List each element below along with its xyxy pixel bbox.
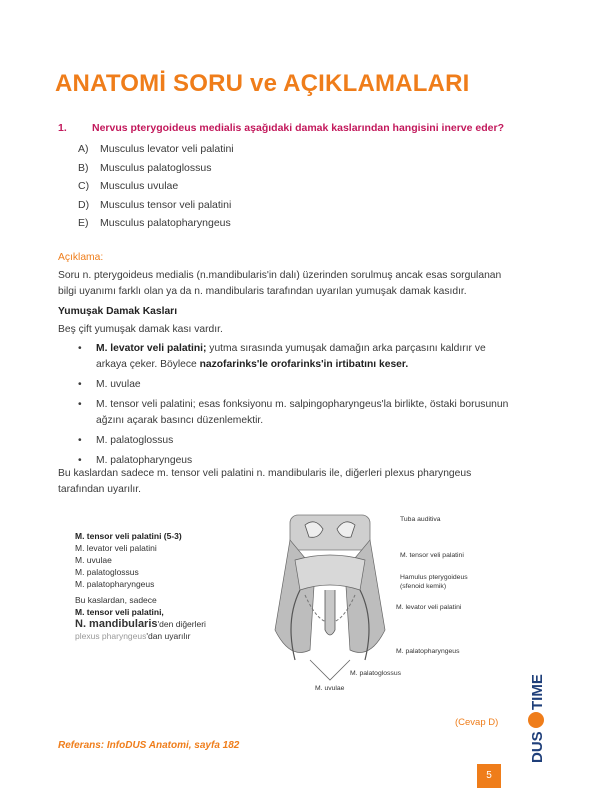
subheading: Yumuşak Damak Kasları	[58, 306, 178, 317]
dustime-logo	[512, 665, 562, 765]
label-hamulus: Hamulus pterygoideus	[400, 574, 468, 581]
label-palatopharyngeus: M. palatopharyngeus	[396, 648, 460, 655]
soft-palate-illustration	[270, 510, 390, 685]
list-item: • M. uvulae	[58, 377, 518, 393]
explanation-heading: Açıklama:	[58, 252, 104, 263]
question-number: 1.	[58, 122, 67, 134]
option-a: A) Musculus levator veli palatini	[78, 143, 234, 155]
muscle-list	[58, 341, 518, 473]
option-b: B) Musculus palatoglossus	[78, 161, 212, 174]
figure-summary: M. tensor veli palatini (5-3) M. levator veli palatini M. uvulae M. palatoglossus M. palatopharyngeus Bu kaslardan, sadece M. tensor veli palatini, N. mandibularis'den diğerleri plexus pharyngeus'dan uyarılır	[75, 531, 206, 641]
reference: Referans: InfoDUS Anatomi, sayfa 182	[58, 740, 240, 751]
answer-label: (Cevap D)	[455, 717, 499, 728]
conclusion: Bu kaslardan sadece m. tensor veli palatini n. mandibularis ile, diğerleri plexus pharyngeus tarafından uyarılır.	[58, 468, 472, 495]
anatomy-figure	[60, 510, 510, 700]
label-levator: M. levator veli palatini	[396, 604, 462, 611]
option-c: C) Musculus uvulae	[78, 180, 179, 192]
list-item: • M. levator veli palatini; yutma sırasında yumuşak damağın arka parçasını kaldırır ve arkaya çeker. Böylece nazofarinks'le orofarinks'in irtibatını keser.	[58, 341, 518, 373]
svg-text:DUS: DUS	[529, 731, 546, 763]
subintro: Beş çift yumuşak damak kası vardır.	[58, 324, 223, 335]
question-text	[58, 122, 504, 134]
list-item: • M. palatopharyngeus	[58, 453, 518, 469]
option-d: D) Musculus tensor veli palatini	[78, 198, 232, 211]
label-palatoglossus: M. palatoglossus	[350, 670, 402, 677]
label-tuba: Tuba auditiva	[400, 516, 441, 523]
list-item: • M. tensor veli palatini; esas fonksiyonu m. salpingopharyngeus'la birlikte, östaki borusunun ağzını açarak basıncı düzenlemektir.	[58, 397, 518, 429]
question-body: Nervus pterygoideus medialis aşağıdaki damak kaslarından hangisini inerve eder?	[92, 122, 504, 134]
page-title: ANATOMİ SORU ve AÇIKLAMALARI	[55, 70, 470, 97]
page-number: 5	[477, 764, 501, 788]
explanation-intro: Soru n. pterygoideus medialis (n.mandibularis'in dalı) üzerinden sorulmuş ancak esas sorgulanan bilgi uyanımı farklı olan ya da n. mandibularis tarafından uyarılan yumuşak damak kasıdır.	[58, 270, 502, 297]
list-item: • M. palatoglossus	[58, 433, 518, 449]
option-e: E) Musculus palatopharyngeus	[78, 217, 231, 229]
options-list	[78, 140, 234, 233]
label-tensor: M. tensor veli palatini	[400, 552, 464, 559]
label-sfenoid: (sfenoid kemik)	[400, 583, 447, 590]
svg-text:TIME: TIME	[529, 674, 546, 710]
label-uvulae: M. uvulae	[315, 685, 345, 692]
